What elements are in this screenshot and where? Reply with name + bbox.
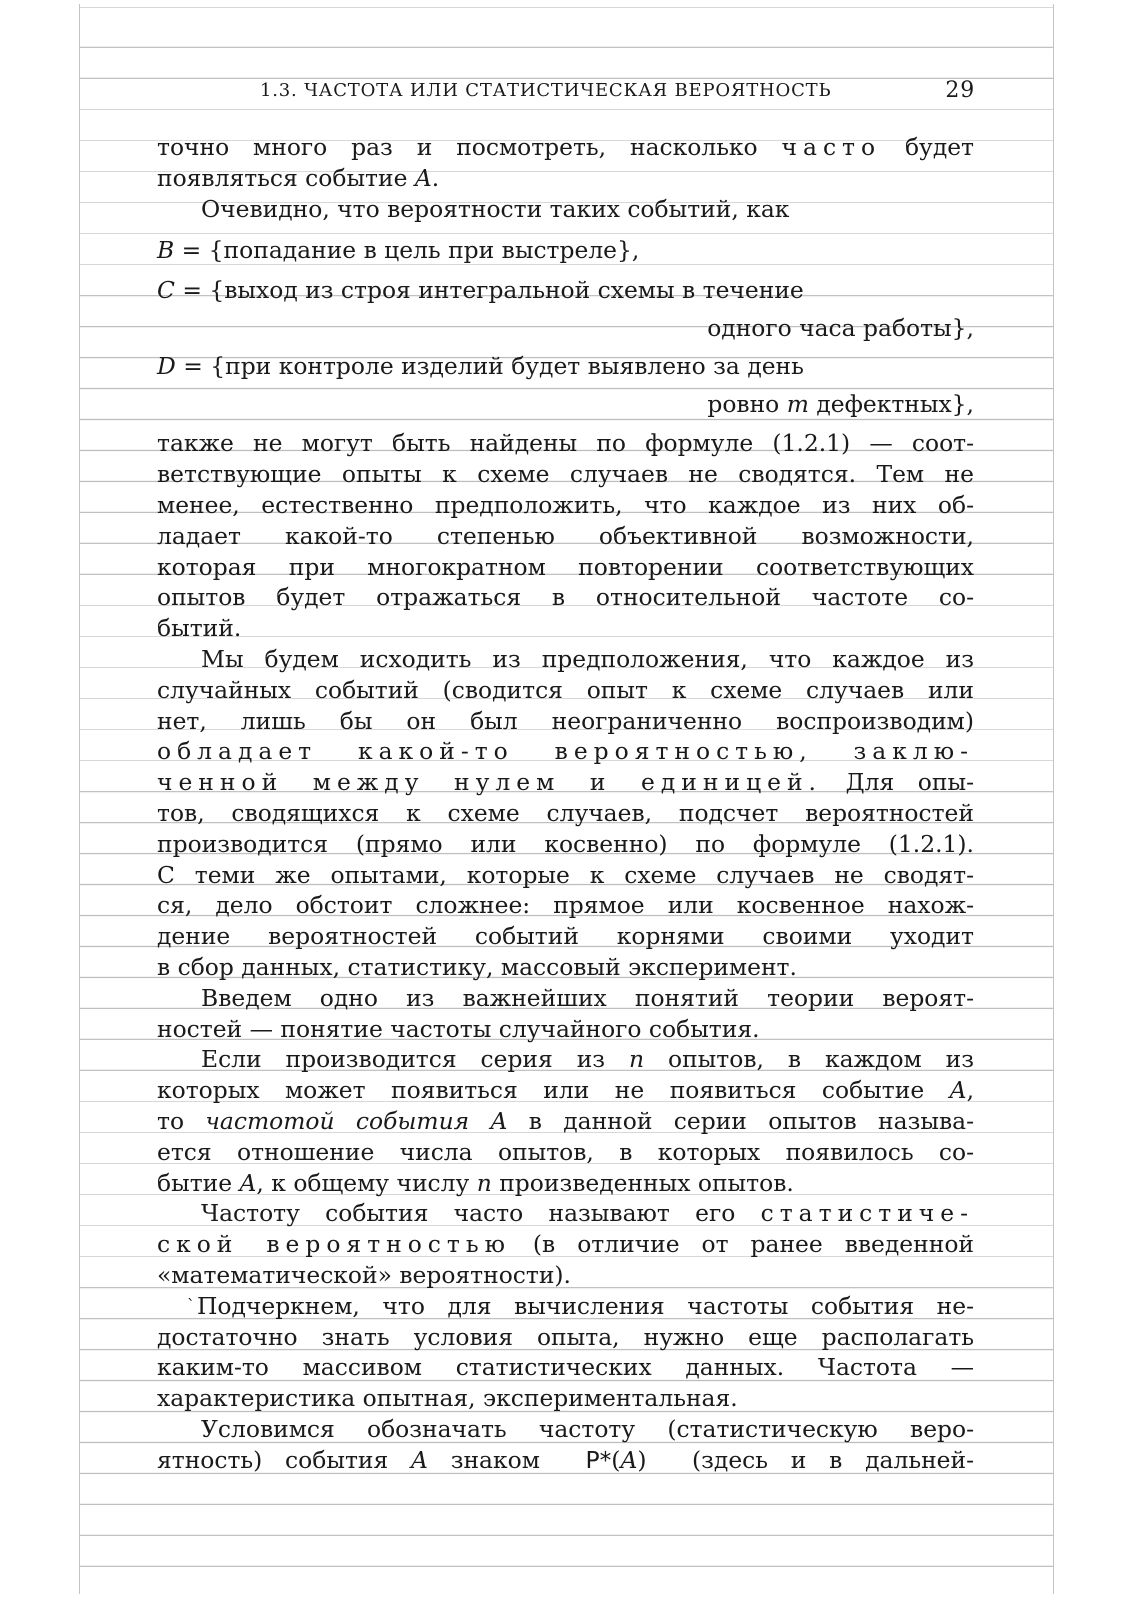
text-line: дение вероятностей событий корнями своими уходит xyxy=(157,922,974,951)
text-line: «математической» вероятности). xyxy=(157,1260,571,1289)
text-line: точно много раз и посмотреть, насколько часто будет xyxy=(157,133,974,161)
text-line: ятность) события A знаком P*(A) (здесь и в дальней- xyxy=(157,1445,974,1474)
formula-b: B = {попадание в цель при выстреле}, xyxy=(157,236,640,265)
text-line: то частотой события A в данной серии опытов называ- xyxy=(157,1106,974,1135)
stray-mark: ` xyxy=(187,1295,195,1315)
formula-c: C = {выход из строя интегральной схемы в течение xyxy=(157,276,804,305)
text-line: Введем одно из важнейших понятий теории вероят- xyxy=(201,983,974,1012)
paragraph-3 xyxy=(157,428,974,644)
text-line: ностей — понятие частоты случайного события. xyxy=(157,1014,760,1043)
event-definitions xyxy=(157,230,974,422)
page-body xyxy=(157,132,974,1475)
text-line: менее, естественно предположить, что каждое из них об- xyxy=(157,490,974,519)
text-line: ской вероятностью (в отличие от ранее введенной xyxy=(157,1230,974,1259)
paragraph-1 xyxy=(157,132,974,194)
text-line: которых может появиться или не появиться событие A, xyxy=(157,1076,974,1105)
text-line: `Подчеркнем, что для вычисления частоты события не- xyxy=(187,1291,974,1320)
text-line: ся, дело обстоит сложнее: прямое или косвенное нахож- xyxy=(157,891,974,920)
paragraph-8 xyxy=(157,1291,974,1414)
text-line: ется отношение числа опытов, в которых появилось со- xyxy=(157,1137,974,1166)
page-number: 29 xyxy=(945,78,975,103)
text-line: характеристика опытная, экспериментальная. xyxy=(157,1384,738,1413)
text-line: Частоту события часто называют его статистиче- xyxy=(201,1199,974,1228)
text-line: достаточно знать условия опыта, нужно еще располагать xyxy=(157,1322,974,1351)
text-line: тов, сводящихся к схеме случаев, подсчет вероятностей xyxy=(157,798,974,827)
formula-c-continuation: одного часа работы}, xyxy=(707,314,974,343)
text-line: ладает какой-то степенью объективной возможности, xyxy=(157,521,974,550)
formula-d-continuation: ровно m дефектных}, xyxy=(707,390,974,419)
text-line: обладает какой-то вероятностью, заклю- xyxy=(157,737,974,766)
text-line: ченной между нулем и единицей. Для опы- xyxy=(157,768,974,797)
text-line: Условимся обозначать частоту (статистическую веро- xyxy=(201,1414,974,1443)
text-line: Мы будем исходить из предположения, что каждое из xyxy=(201,644,974,673)
text-line: появляться событие A. xyxy=(157,163,440,192)
text-line: также не могут быть найдены по формуле (1.2.1) — соот- xyxy=(157,429,974,458)
text-line: случайных событий (сводится опыт к схеме случаев или xyxy=(157,675,974,704)
text-line: С теми же опытами, которые к схеме случаев не сводят- xyxy=(157,860,974,889)
text-line: производится (прямо или косвенно) по формуле (1.2.1). xyxy=(157,829,974,858)
text-line: ветствующие опыты к схеме случаев не сводятся. Тем не xyxy=(157,460,974,489)
paragraph-4 xyxy=(157,644,974,983)
paragraph-2 xyxy=(157,194,974,225)
paragraph-7 xyxy=(157,1198,974,1290)
text-line: опытов будет отражаться в относительной частоте со- xyxy=(157,583,974,612)
text-line: Если производится серия из n опытов, в каждом из xyxy=(201,1045,974,1074)
text-line: в сбор данных, статистику, массовый эксперимент. xyxy=(157,952,797,981)
text-line: Очевидно, что вероятности таких событий, как xyxy=(201,194,790,223)
paragraph-6 xyxy=(157,1044,974,1198)
text-line: которая при многократном повторении соответствующих xyxy=(157,552,974,581)
paragraph-5 xyxy=(157,983,974,1045)
text-line: бытий. xyxy=(157,614,242,643)
paragraph-9 xyxy=(157,1414,974,1476)
page-header xyxy=(180,66,975,102)
text-line: каким-то массивом статистических данных. Частота — xyxy=(157,1353,974,1382)
text-line: бытие A, к общему числу n произведенных опытов. xyxy=(157,1168,794,1197)
probability-symbol: P* xyxy=(585,1445,612,1474)
formula-d: D = {при контроле изделий будет выявлено за день xyxy=(157,352,804,381)
text-line: нет, лишь бы он был неограниченно воспроизводим) xyxy=(157,706,974,735)
running-title: 1.3. ЧАСТОТА ИЛИ СТАТИСТИЧЕСКАЯ ВЕРОЯТНОСТЬ xyxy=(260,80,832,101)
